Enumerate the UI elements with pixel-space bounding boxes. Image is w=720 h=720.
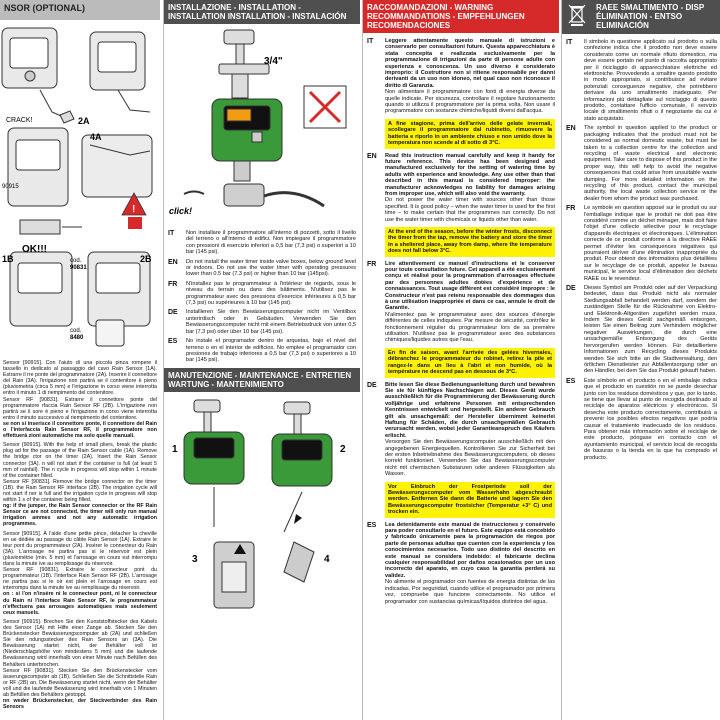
ok-label: OK!!!: [22, 244, 47, 255]
rain-sensor-header: NSOR (OPTIONAL): [0, 0, 160, 20]
warning-it: IT Leggere attentamente questo manuale di istruzioni e conservarlo per consultazioni future. Questa apparecchiatura è stata concepita e realizzata esclusivamente per la programmazione di irrigazioni da parte di persone adulte con esperienza e conoscenza. Un uso diverso è considerato improprio: il Costruttore non si ritiene responsabile per danni derivanti da un uso non idoneo, nel qual caso non riconosce il diritto di Garanzia. Non alimentare il programmatore con fonti di energia diverse da quelle indicate. Per sicurezza, controllare il regolare funzionamento quando si utilizza il programmatore per la prima volta. Non usare il programmatore con sostanze chimiche/liquidi diversi dall'acqua. A fine stagione, prima dell'arrivo delle gelate invernali, scollegare il programmatore dal rubinetto, rimuovere la batteria e riporlo in un ambiente chiuso e non umido dove la temperatura non scende al di sotto di 3°C.: [367, 38, 555, 149]
warnings-column: [362, 0, 559, 720]
fig-2a-label: 2A: [78, 116, 90, 126]
installation-es: ES No instale el programador dentro de arquetas, bajo el nivel del terreno o en el interior de edificios. No emplee el programador con presiones de trabajo inferiores a 0,5 bar (7,3 psi) o superiores a 10 bar (145 psi).: [168, 338, 356, 364]
rain-sensor-paragraph: Sensor RF [90831]. Extraire le connecteur pont du programmateur (1B). l'interface Rain Sensor RF (2B). L'arrosage ne partira pas si le oir est plein et l'arrosage en cours est interrompu dans la minute ive au remplissage du réservoir.: [3, 567, 157, 592]
warning-es: ES Lea detenidamente este manual de instrucciones y consérvelo para poder consultarlo en el futuro. Este equipo está concebido y fabricado únicamente para la programación de riegos por parte de personas adultas que cuenten con la experiencia y los conocimientos necesarios. Todo uso distinto del descrito en este manual se considera indebido: el fabricante declina cualquier responsabilidad por daños ocasionados por un uso incorrecto del aparato, en cuyo caso la garantía perderá su validez. No alimente el programador con fuentes de energía distintas de las indicadas. Por seguridad, cuando utilice el programador por primera vez, compruebe que funcione correctamente. No utilice el programador con sustancias químicas/líquidos distintos del agua.: [367, 521, 555, 605]
disposal-es: ES Este símbolo en el producto o en el embalaje indica que el producto en cuestión no se puede desechar junto con los residuos domésticos y que, por lo tanto, se tiene que llevar al punto de recogida destinado al reciclaje de aparatos eléctricos y electrónicos. Si desecha este producto correctamente, contribuirá a prevenir los posibles efectos negativos que podría causar el tratamiento inadecuado de los residuos. Para obtener más información sobre el reciclaje de este producto, póngase en contacto con el ayuntamiento municipal, el servicio local de recogida de basuras o la tienda en la que ha comprado el producto.: [566, 377, 717, 461]
fig-1b-label: 1B: [2, 254, 14, 264]
warning-en-highlight: At the end of the season, before the winter frosts, disconnect the timer from the tap, remove the battery and store the timer in a sheltered place, away from damp, where the temperature does not fall below 3°C.: [385, 227, 555, 257]
svg-text:!: !: [132, 204, 136, 215]
maintenance-header: MANUTENZIONE - MAINTENANCE - ENTRETIEN WARTUNG - MANTENIMIENTO: [164, 368, 360, 392]
code-8480-label: 8480: [70, 335, 84, 341]
disposal-header: [562, 0, 720, 34]
rain-sensor-column: [0, 0, 160, 720]
disposal-fr: FR Le symbole en question apposé sur le produit ou sur l'emballage indique que le produit ne doit pas être considéré comme un déchet ménager, mais doit faire l'objet d'une collecte sélective pour le recyclage d'appareils électriques et électroniques. L'élimination correcte de ce produit conforme à la directive RAEE permet d'éviter les conséquences négatives qui pourraient dériver d'une élimination inappropriée du produit. Pour obtenir des informations plus détaillées sur le recyclage de ce produit, appelez le bureau municipal, le service local d'élimination des déchets RAEE ou le revendeur.: [566, 205, 717, 282]
rain-sensor-paragraph: nn weder Brückenstecker, der Steckverbinder des Rain Sensors: [3, 698, 157, 711]
rain-sensor-paragraph: se non si inserisce il connettore ponte, il connettore del Rain o l'interfaccia Rain Sensor RF, il programmatore non effettuerà zioni automatiche ma solo quelle manuali.: [3, 420, 157, 440]
installation-de: DE Installieren Sie den Bewässerungscomputer nicht im Ventilbox unterirdisch oder in Gebäuden. Verwenden Sie den Bewässerungscomputer nicht mit einem Betriebsdruck von unter 0,5 bar (7,3 psi) oder über 10 bar (145 psi).: [168, 309, 356, 335]
disposal-column: [561, 0, 720, 720]
cod-label-1: cod.: [70, 258, 82, 264]
code-90831-label: 90831: [70, 265, 87, 271]
rain-sensor-paragraph: Sensor RF [90831]. Estrarre il connettore ponte del programmatore rfaccia Rain Sensor RF (2B). L'irrigazione non partirà se il sore è pieno e l'irrigazione in corso viene interrotta entro il minuto successivo al riempimento del contenitore.: [3, 396, 157, 421]
fig-2b-label: 2B: [140, 254, 152, 264]
thread-size-label: 3/4": [264, 56, 283, 67]
rain-sensor-paragraph: Sensor [90915]. Con l'aiuto di una piccola pinza rompere il tassello in dedicato al passaggio del cavo Rain Sensor (1A). Estrarre il rre ponte del programmatore (2A). Inserire il connettore del Rain (3A). l'irrigazione non partirà se il contenitore è pieno (pluviometria (circa 5 mm) e l'irrigazione in corso viene interrotta entro il minuto 1 di riempimento del contenitore.: [3, 360, 157, 397]
warnings-text: [363, 33, 559, 610]
installation-figure: [164, 24, 360, 222]
warning-de: DE Bitte lesen Sie diese Bedienungsanleitung durch und bewahren Sie sie für künftiges Nachschlagen auf. Dieses Gerät wurde ausschließlich für die Programmierung der Bewässerung durch volljährige und erfahrene Personen mit entsprechenden Kenntnissen entwickelt und hergestellt. Ein anderer Gebrauch gilt als unsachgemäß: der Hersteller übernimmt keinerlei Haftung für Schäden, die durch unsachgemäßen Gebrauch verursacht werden, wobei jeder Garantieanspruch des Käufers erlischt. Versorgen Sie den Bewässerungscomputer ausschließlich mit den angegebenen Energiequellen. Kontrollieren Sie zur Sicherheit bei der ersten Inbetriebnahme des Bewässerungscomputers, ob dieses korrekt funktioniert. Verwenden Sie das Bewässerungscomputer nicht mit chemischen Substanzen oder anderen Flüssigkeiten als Wasser. Vor Einbruch der Frostperiode soll der Bewässerungscomputer vom Wasserhahn abgeschraubt werden. Entfernen Sie dann die Batterie und lagern Sie den Bewässerungscomputer frostsicher (Temperatur +3° C) und trocken ein.: [367, 382, 555, 518]
rain-sensor-figure: [0, 20, 160, 355]
installation-fr: FR N'installez pas le programmateur à l'intérieur de regards, sous le niveau du terrain ou dans des bâtiments. N'utilisez pas le programmateur avec des pressions d'exercice inférieures à 0,5 bar (7,3 psi) ou supérieures à 10 bar (145 psi).: [168, 280, 356, 307]
rain-sensor-paragraph: Sensor RF [90831]. Stecken Sie den Brückenstecker vom ässerungscomputer ab (1B). Schließen Sie die Schnittstelle Rain or RF (2B) an. Die Bewässerung startet nicht, wenn der Behälter voll und die laufende Bewässerung wird innerhalb von 1 Minuten ab Befüllen des Behälters gestoppt.: [3, 667, 157, 698]
warning-fr: FR Lire attentivement ce manuel d'instructions et le conserver pour toute consultation future. Cet appareil a été exclusivement conçu et réalisé pour la programmation d'arrosages effectuée par des personnes adultes dotées d'expérience et de connaissances. Tout usage différent est considéré impropre : le Constructeur n'est pas retenu responsable des dommages dus à une utilisation inappropriée et dans ce cas, annule le droit de Garantie. N'alimentez pas le programmateur avec des sources d'énergie différentes de celles indiquées. Par mesure de sécurité, contrôlez le fonctionnement régulier du programmateur lors de sa première utilisation. N'utilisez pas le programmateur avec des substances chimiques/liquides autres que l'eau. En fin de saison, avant l'arrivée des gelées hivernales, débranchez le programmateur du robinet, retirez la pile et rangez-le dans un lieu à l'abri et non humide, où la température ne descend pas en dessous de 3°C.: [367, 261, 555, 378]
maint-step-4: 4: [324, 553, 330, 565]
warning-fr-highlight: En fin de saison, avant l'arrivée des gelées hivernales, débranchez le programmateur du robinet, retirez la pile et rangez-le dans un lieu à l'abri et non humide, où la température ne descend pas en dessous de 3°C.: [385, 348, 555, 378]
warnings-header: RACCOMANDAZIONI - WARNING RECOMMANDATIONS - EMPFEHLUNGEN RECOMENDACIONES: [363, 0, 559, 33]
rain-sensor-paragraph: ng: if the jumper, the Rain Sensor connector or the RF Rain Sensor ce are not connected, the timer will only run manual irrigation ammes and not any automatic irrigation programmes.: [3, 503, 157, 528]
maint-step-2: 2: [340, 443, 346, 455]
installation-column: [163, 0, 360, 720]
cod-label-2: cod.: [70, 328, 82, 334]
installation-header: INSTALLAZIONE - INSTALLATION - INSTALLATION INSTALLATION - INSTALACIÓN: [164, 0, 360, 24]
disposal-en: EN The symbol in question applied to the product or packaging indicates that the product must not be considered as normal domestic waste, but must be taken to a collection centre for the collection and recycling of waste electrical and electronic equipment. Take care to dispose of this product in the proper way, this will help to avoid the negative consequences that could arise from unsuitable waste dumping. For more detailed information on the recycling of this product, contact the municipal authority, the local waste collection service or the dealer from whom the product was purchased.: [566, 125, 717, 202]
rain-sensor-paragraph: Sensor [90915]. À l'aide d'une petite pince, détacher la cheville en ue dédiée au passage du câble Rain Sensor (1A). Extraire le teur pont du programmateur (2A). Insérer le connecteur du Rain (3A). L'arrosage ne partira pas si le réservoir est plein (pluviométrie (min. 5 mm) et l'arrosage en cours est interrompu dans la minute ive au remplissage du réservoir.: [3, 530, 157, 567]
disposal-header-text: RAEE SMALTIMENTO - DISP ÉLIMINATION - ENTSO ELIMINACIÓN: [596, 3, 705, 30]
warning-en: EN Read this instruction manual carefully and keep it handy for future reference. This device has been designed and manufactured exclusively for the setting of watering time by adults with experience and knowledge. Any use other than that described in this manual is considered improper: the manufacturer acknowledges no liability for damages arising from improper use, which will also void the warranty. Do not power the water timer with sources other than those specified. It is good policy – when the water timer is used for the first time – to make certain that the programmes run correctly. Do not use the water timer with chemicals or liquids other than water. At the end of the season, before the winter frosts, disconnect the timer from the tap, remove the battery and store the timer in a sheltered place, away from damp, where the temperature does not fall below 3°C.: [367, 153, 555, 257]
rain-sensor-paragraph: on : si l'on n'insère ni le connecteur pont, ni le connecteur du Rain ni l'interface Rain Sensor RF, le programmateur n'effectuera pas arrosages automatiques mais seulement ceux manuels.: [3, 591, 157, 616]
disposal-it: IT Il simbolo in questione applicato sul prodotto o sulla confezione indica che il prodotto non deve essere considerato come un normale rifiuto domestico, ma deve essere portato nel punto di raccolta appropriato per il riciclaggio di apparecchiature elettriche ed elettroniche. Provvedendo a smaltire questo prodotto in modo appropriato, si contribuisce ad evitare potenziali conseguenze negative, che potrebbero derivare da uno smaltimento inadeguato. Per informazioni più dettagliate sul riciclaggio di questo prodotto, contattare l'ufficio comunale, il servizio locale di smaltimento rifiuti o il negoziante da cui è stato acquistato.: [566, 39, 717, 122]
disposal-de: DE Dieses Symbol am Produkt oder auf der Verpackung bedeutet, dass das Produkt nicht als normaler Siedlungsabfall behandelt werden darf, sondern der zuständigen Stelle für die Rücknahme von Elektro- und Elektronik-Altgeräten zugeführt werden muss. Indem Sie dieses Gerät sachgemäß entsorgen, leisten Sie einen Beitrag zum Verhindern möglicher negativer Auswirkungen, die durch eine unsachgemäße Entsorgung des Geräts hervorgerufen werden können. Für detailliertere Informationen zum Recycling dieses Produkts wenden Sie sich bitte an die Stadtverwaltung, den örtlichen Dienstleister zur Abfallentsorgung oder an den Händler, bei dem Sie das Produkt gekauft haben.: [566, 285, 717, 375]
installation-it: IT Non installare il programmatore all'interno di pozzetti, sotto il livello del terreno o all'interno di edifici. Non impiegare il programmatore con pressioni di esercizio inferiori a 0,5 bar (7,3 psi) o superiori a 10 bar (145 psi).: [168, 230, 356, 256]
warning-it-highlight: A fine stagione, prima dell'arrivo delle gelate invernali, scollegare il programmatore dal rubinetto, rimuovere la batteria e riporlo in un ambiente chiuso e non umido dove la temperatura non scende al di sotto di 3°C.: [385, 119, 555, 149]
click-label: click!: [169, 206, 193, 216]
maintenance-figure: [164, 392, 360, 622]
rain-sensor-paragraph: Sensor [90915]. With the help of small pliers, break the plastic plug ad for the passage of the Rain Sensor cable (1A). Remove the bridge ctor on the timer (2A). Insert the Rain Sensor connector (3A). n will not start if the container is full (at least 5 mm of rainfall). The n cycle in progress will stop within 1 minute of the container filled.: [3, 442, 157, 479]
maint-step-1: 1: [172, 443, 178, 455]
rain-sensor-text: [0, 360, 160, 710]
crossed-bin-icon: [568, 3, 586, 27]
disposal-text: [562, 34, 720, 466]
rain-sensor-paragraph: Sensor [90915]. Brechen Sie den Kunststoffstecker des Kabels des Sensor (1A) mit Hilfe einer Zange ab. Stecken Sie den Brückenstecker Bewässerungscomputer ab (2A) und schließen Sie den ndungsstecker des Rain Sensors an (3A). Die Bewässerung startet nicht, der Behälter voll ist (Niederschlagshöhe von mindestens 5 mm) und die laufende Bewässerung wird innerhalb von einer Minute nach Befüllen des Behälters unterbrochen.: [3, 618, 157, 668]
warning-de-highlight: Vor Einbruch der Frostperiode soll der Bewässerungscomputer vom Wasserhahn abgeschraubt werden. Entfernen Sie dann die Batterie und lagern Sie den Bewässerungscomputer frostsicher (Temperatur +3° C) und trocken ein.: [385, 482, 555, 518]
fig-4a-label: 4A: [90, 132, 102, 142]
installation-text: [164, 230, 360, 364]
maint-step-3: 3: [192, 553, 198, 565]
code-90915-label: 90915: [2, 184, 19, 190]
installation-en: EN Do not install the water timer inside valve boxes, below ground level or indoors. Do not use the water timer with operating pressures lower than 0.5 bar (7.3 psi) or higher than 10 bar (145psi).: [168, 258, 356, 278]
crack-label: CRACK!: [6, 117, 33, 124]
rain-sensor-paragraph: Sensor RF [90831]. Remove the bridge connector on the timer (1B). the Rain Sensor RF interface (2B). The irrigation cycle will not start if ner is full and the irrigation cycle in progress will stop within 1 s of the container being filled.: [3, 478, 157, 504]
